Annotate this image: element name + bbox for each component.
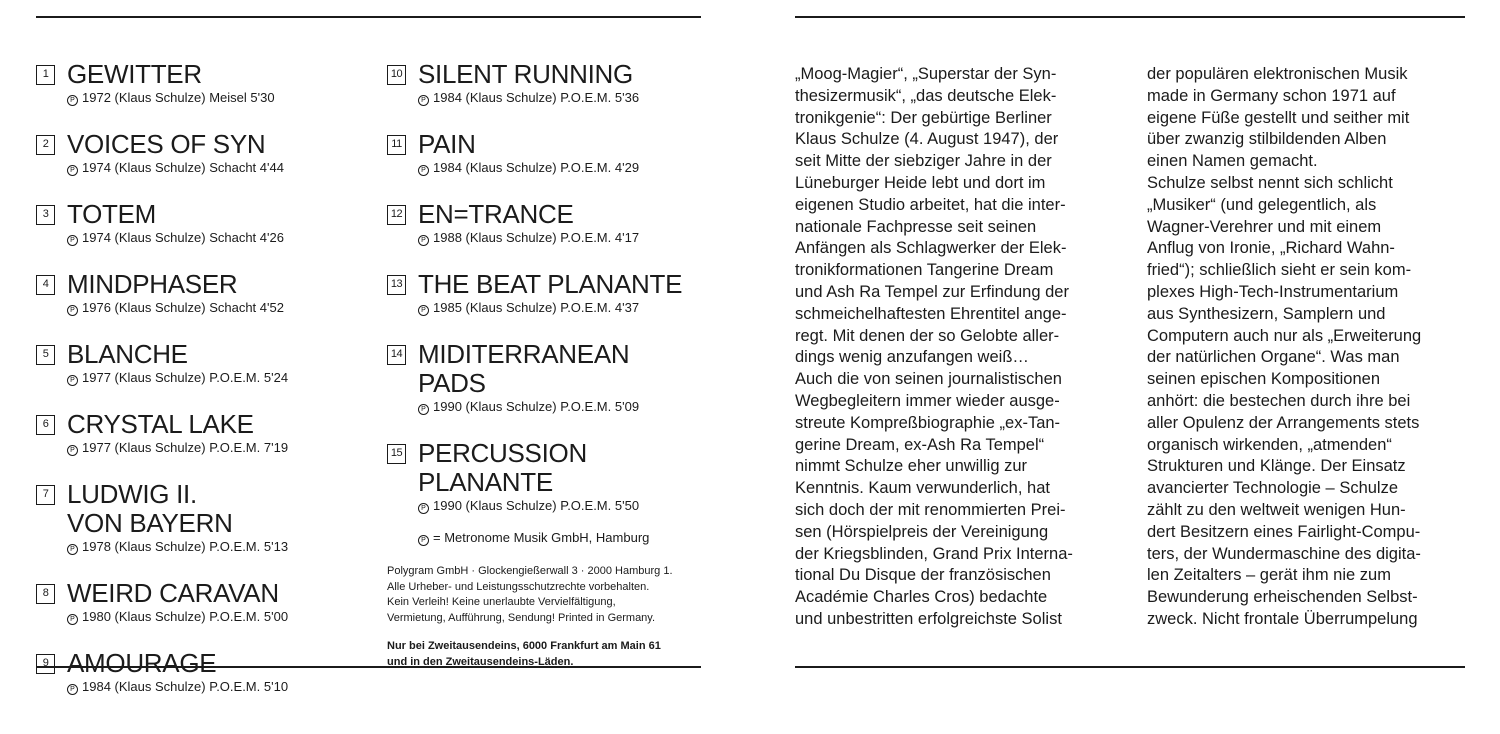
track-title: [67, 130, 265, 159]
track-6: [36, 402, 288, 457]
distribution-line: Nur bei Zweitausendeins, 6000 Frankfurt am Main 61: [387, 640, 661, 652]
track-title-line: SILENT RUNNING: [418, 59, 633, 89]
liner-notes-line: streute Kompreßbiographie „ex-Tan-: [795, 413, 1061, 432]
track-credits: [67, 369, 288, 387]
liner-notes-line: regt. Mit denen der so Gelobte aller-: [795, 326, 1060, 345]
top-rule-right: [795, 16, 1465, 18]
track-year: 1980: [82, 609, 111, 624]
distribution-line: und in den Zweitausendeins-Läden.: [387, 655, 574, 668]
track-year: 1990: [433, 399, 462, 414]
track-title-line: MIDITERRANEAN: [418, 339, 630, 369]
track-duration: 5'00: [263, 609, 289, 624]
legal-line: Polygram GmbH · Glockengießerwall 3 · 2000 Hamburg 1.: [387, 565, 673, 577]
track-title-line: PERCUSSION: [418, 438, 587, 468]
liner-notes-line: der Kriegsblinden, Grand Prix Interna-: [795, 544, 1073, 563]
liner-notes-line: Wagner-Verehrer und mit einem: [1147, 217, 1382, 236]
liner-notes-line: tronikformationen Tangerine Dream: [795, 261, 1054, 280]
phonogram-icon: P: [418, 305, 429, 316]
liner-notes-line: fried“); schließlich sieht er sein kom-: [1147, 261, 1412, 280]
track-publisher: (Klaus Schulze) Schacht: [114, 230, 257, 245]
track-title: [67, 340, 188, 369]
track-title-line: VOICES OF SYN: [67, 129, 266, 159]
liner-notes-line: schmeichelhaftesten Ehrentitel ange-: [795, 304, 1067, 323]
track-year: 1974: [82, 160, 111, 175]
track-title-line: TOTEM: [67, 199, 157, 229]
track-title: [67, 60, 202, 89]
liner-notes-line: seinen epischen Kompositionen: [1147, 370, 1380, 389]
liner-notes-line: organisch wirkenden, „atmenden“: [1147, 435, 1392, 454]
track-number: 3: [36, 205, 55, 225]
track-year: 1972: [82, 90, 111, 105]
track-publisher: (Klaus Schulze) Meisel: [114, 90, 247, 105]
track-duration: 5'13: [263, 539, 289, 554]
track-title: [418, 340, 629, 398]
track-title-line: WEIRD CARAVAN: [67, 578, 279, 608]
liner-notes-line: seit Mitte der siebziger Jahre in der: [795, 152, 1052, 171]
liner-notes-line: Anflug von Ironie, „Richard Wahn-: [1147, 239, 1395, 258]
legal-notice: [387, 564, 682, 626]
track-credits: [418, 299, 682, 317]
track-number: 1: [36, 65, 55, 85]
legal-line: Vermietung, Aufführung, Sendung! Printed in Germany.: [387, 611, 656, 624]
legend-text: = Metronome Musik GmbH, Hamburg: [433, 530, 650, 545]
track-4: [36, 262, 288, 317]
track-credits: [67, 439, 288, 457]
liner-notes-line: der natürlichen Organe“. Was man: [1147, 348, 1400, 367]
liner-notes-line: über zwanzig stilbildenden Alben: [1147, 130, 1387, 149]
track-credits: [67, 229, 288, 247]
track-year: 1985: [433, 300, 462, 315]
legal-line: Kein Verleih! Keine unerlaubte Vervielfältigung,: [387, 596, 616, 608]
track-2: [36, 122, 288, 177]
liner-notes-line: „Musiker“ (und gelegentlich, als: [1147, 195, 1377, 214]
track-credits: [67, 299, 288, 317]
track-credits: [67, 608, 288, 626]
track-title: [418, 60, 633, 89]
track-credits: [418, 398, 682, 416]
track-publisher: (Klaus Schulze) P.O.E.M.: [465, 399, 612, 414]
track-publisher: (Klaus Schulze) P.O.E.M.: [114, 440, 261, 455]
track-duration: 4'29: [614, 160, 640, 175]
liner-notes-line: zweck. Nicht frontale Überrumpelung: [1147, 609, 1418, 628]
track-title-line: VON BAYERN: [67, 508, 233, 538]
track-number: 2: [36, 135, 55, 155]
phonogram-icon: P: [67, 544, 78, 555]
track-title: [418, 130, 476, 159]
track-title-line: PAIN: [418, 129, 476, 159]
phonogram-icon: P: [67, 375, 78, 386]
track-publisher: (Klaus Schulze) P.O.E.M.: [114, 370, 261, 385]
track-title: [67, 200, 156, 229]
track-number: 15: [387, 444, 406, 464]
track-title-line: PADS: [418, 368, 486, 398]
liner-notes-line: nimmt Schulze eher unwillig zur: [795, 457, 1028, 476]
track-duration: 4'26: [259, 230, 284, 245]
track-number: 14: [387, 345, 406, 365]
track-title: [418, 270, 682, 299]
track-number: 10: [387, 65, 406, 85]
track-title-line: EN=TRANCE: [418, 199, 574, 229]
track-title-line: GEWITTER: [67, 59, 202, 89]
track-number: 12: [387, 205, 406, 225]
liner-notes-line: Kenntnis. Kaum verwunderlich, hat: [795, 479, 1050, 498]
track-credits: [418, 159, 682, 177]
track-year: 1984: [82, 679, 111, 694]
track-publisher: (Klaus Schulze) P.O.E.M.: [114, 609, 261, 624]
track-title-line: CRYSTAL LAKE: [67, 409, 254, 439]
track-number: 4: [36, 275, 55, 295]
phonogram-icon: P: [67, 165, 78, 176]
track-credits: [67, 159, 288, 177]
track-year: 1988: [433, 230, 462, 245]
track-title-line: AMOURAGE: [67, 648, 217, 678]
track-publisher: (Klaus Schulze) P.O.E.M.: [465, 160, 612, 175]
liner-notes-line: Schulze selbst nennt sich schlicht: [1147, 173, 1393, 192]
track-title: [67, 270, 237, 299]
track-credits: [67, 89, 288, 107]
liner-notes-line: und unbestritten erfolgreichste Solist: [795, 609, 1062, 628]
phonogram-icon: P: [67, 614, 78, 625]
liner-notes-line: tional Du Disque der französischen: [795, 566, 1051, 585]
liner-notes-line: nationale Fachpresse seit seinen: [795, 217, 1037, 236]
liner-notes-line: Bewunderung erheischenden Selbst-: [1147, 588, 1418, 607]
liner-notes-line: tronikgenie“: Der gebürtige Berliner: [795, 108, 1052, 127]
track-8: [36, 571, 288, 626]
liner-notes-line: Klaus Schulze (4. August 1947), der: [795, 130, 1059, 149]
track-number: 7: [36, 485, 55, 505]
phonogram-icon: P: [418, 404, 429, 415]
track-1: [36, 52, 288, 107]
liner-notes-line: Lüneburger Heide lebt und dort im: [795, 173, 1046, 192]
track-7: [36, 472, 288, 556]
track-credits: [418, 497, 682, 515]
liner-notes-line: anhört: die bestechen durch ihre bei: [1147, 391, 1411, 410]
liner-notes-line: Académie Charles Cros) bedachte: [795, 588, 1048, 607]
track-year: 1976: [82, 300, 111, 315]
track-year: 1978: [82, 539, 111, 554]
track-duration: 5'36: [614, 90, 640, 105]
phonogram-icon: P: [418, 235, 429, 246]
track-publisher: (Klaus Schulze) P.O.E.M.: [114, 679, 261, 694]
track-number: 11: [387, 135, 406, 155]
pmark-legend: [418, 530, 682, 546]
track-title: [67, 579, 279, 608]
track-credits: [67, 538, 288, 556]
track-title: [67, 480, 233, 538]
track-duration: 4'44: [259, 160, 284, 175]
liner-notes-line: zählt zu den weltweit wenigen Hun-: [1147, 500, 1406, 519]
liner-notes-line: sen (Hörspielpreis der Vereinigung: [795, 522, 1049, 541]
track-number: 8: [36, 584, 55, 604]
track-3: [36, 192, 288, 247]
liner-notes-line: der populären elektronischen Musik: [1147, 65, 1408, 83]
liner-notes-line: avancierter Technologie – Schulze: [1147, 479, 1399, 498]
liner-notes-line: eigenen Studio arbeitet, hat die inter-: [795, 195, 1066, 214]
track-duration: 5'30: [250, 90, 275, 105]
phonogram-icon: P: [67, 235, 78, 246]
top-rule-left: [36, 16, 701, 18]
track-11: [387, 122, 682, 177]
track-publisher: (Klaus Schulze) Schacht: [114, 300, 257, 315]
track-title: [67, 649, 216, 678]
track-year: 1984: [433, 90, 462, 105]
track-credits: [418, 229, 682, 247]
track-number: 5: [36, 345, 55, 365]
track-title: [418, 439, 587, 497]
track-year: 1974: [82, 230, 111, 245]
phonogram-icon: P: [418, 95, 429, 106]
liner-notes-line: plexes High-Tech-Instrumentarium: [1147, 282, 1399, 301]
track-duration: 4'17: [614, 230, 640, 245]
liner-notes-column-1: [795, 64, 1073, 631]
track-title-line: MINDPHASER: [67, 269, 238, 299]
liner-notes-line: Anfängen als Schlagwerker der Elek-: [795, 239, 1067, 258]
liner-notes-line: einen Namen gemacht.: [1147, 152, 1318, 171]
track-5: [36, 332, 288, 387]
track-publisher: (Klaus Schulze) P.O.E.M.: [114, 539, 261, 554]
phonogram-icon: P: [67, 95, 78, 106]
phonogram-icon: P: [418, 503, 429, 514]
liner-notes-line: und Ash Ra Tempel zur Erfindung der: [795, 282, 1069, 301]
phonogram-icon: P: [67, 445, 78, 456]
liner-notes-line: made in Germany schon 1971 auf: [1147, 86, 1396, 105]
track-12: [387, 192, 682, 247]
track-number: 13: [387, 275, 406, 295]
track-duration: 5'09: [614, 399, 640, 414]
track-duration: 5'24: [263, 370, 289, 385]
track-duration: 4'37: [614, 300, 640, 315]
track-credits: [418, 89, 682, 107]
liner-notes-column-2: [1147, 64, 1421, 631]
phonogram-icon: P: [67, 305, 78, 316]
liner-notes-line: aller Opulenz der Arrangements stets: [1147, 413, 1420, 432]
track-title: [418, 200, 574, 229]
track-publisher: (Klaus Schulze) P.O.E.M.: [465, 90, 612, 105]
track-publisher: (Klaus Schulze) Schacht: [114, 160, 257, 175]
track-9: [36, 641, 288, 696]
bottom-rule-right: [795, 666, 1465, 668]
track-duration: 4'52: [259, 300, 284, 315]
liner-notes-line: Computern auch nur als „Erweiterung: [1147, 326, 1422, 345]
tracklist-left: [36, 52, 288, 711]
track-14: [387, 332, 682, 416]
track-15: [387, 431, 682, 515]
track-title-line: LUDWIG II.: [67, 479, 197, 509]
liner-notes-line: aus Synthesizern, Samplern und: [1147, 304, 1386, 323]
liner-notes-line: Strukturen und Klänge. Der Einsatz: [1147, 457, 1406, 476]
track-title-line: PLANANTE: [418, 467, 553, 497]
track-credits: [67, 678, 288, 696]
track-duration: 7'19: [263, 440, 289, 455]
track-duration: 5'10: [263, 679, 289, 694]
phonogram-icon: P: [418, 535, 429, 546]
liner-notes-line: gerine Dream, ex-Ash Ra Tempel“: [795, 435, 1045, 454]
track-13: [387, 262, 682, 317]
track-year: 1977: [82, 440, 111, 455]
legal-line: Alle Urheber- und Leistungsschutzrechte vorbehalten.: [387, 580, 650, 593]
track-year: 1990: [433, 498, 462, 513]
phonogram-icon: P: [67, 684, 78, 695]
track-publisher: (Klaus Schulze) P.O.E.M.: [465, 498, 612, 513]
track-duration: 5'50: [614, 498, 640, 513]
liner-notes-line: „Moog-Magier“, „Superstar der Syn-: [795, 65, 1057, 83]
track-10: [387, 52, 682, 107]
distribution-notice: [387, 639, 682, 670]
liner-notes-line: len Zeitalters – gerät ihm nie zum: [1147, 566, 1391, 585]
track-publisher: (Klaus Schulze) P.O.E.M.: [465, 300, 612, 315]
track-title-line: BLANCHE: [67, 339, 188, 369]
liner-notes-line: Auch die von seinen journalistischen: [795, 370, 1062, 389]
phonogram-icon: P: [418, 165, 429, 176]
liner-notes-line: eigene Füße gestellt und seither mit: [1147, 108, 1410, 127]
track-number: 6: [36, 415, 55, 435]
track-title-line: THE BEAT PLANANTE: [418, 269, 683, 299]
liner-notes-line: sich doch der mit renommierten Prei-: [795, 500, 1066, 519]
liner-notes-line: thesizermusik“, „das deutsche Elek-: [795, 86, 1057, 105]
liner-notes-line: ters, der Wundermaschine des digita-: [1147, 544, 1421, 563]
track-number: 9: [36, 654, 55, 674]
track-publisher: (Klaus Schulze) P.O.E.M.: [465, 230, 612, 245]
track-year: 1984: [433, 160, 462, 175]
track-title: [67, 410, 254, 439]
liner-notes-line: dert Besitzern eines Fairlight-Compu-: [1147, 522, 1421, 541]
liner-notes-line: Wegbegleitern immer wieder ausge-: [795, 391, 1060, 410]
track-year: 1977: [82, 370, 111, 385]
tracklist-right: [387, 52, 682, 670]
liner-notes-line: dings wenig anzufangen weiß…: [795, 348, 1029, 367]
